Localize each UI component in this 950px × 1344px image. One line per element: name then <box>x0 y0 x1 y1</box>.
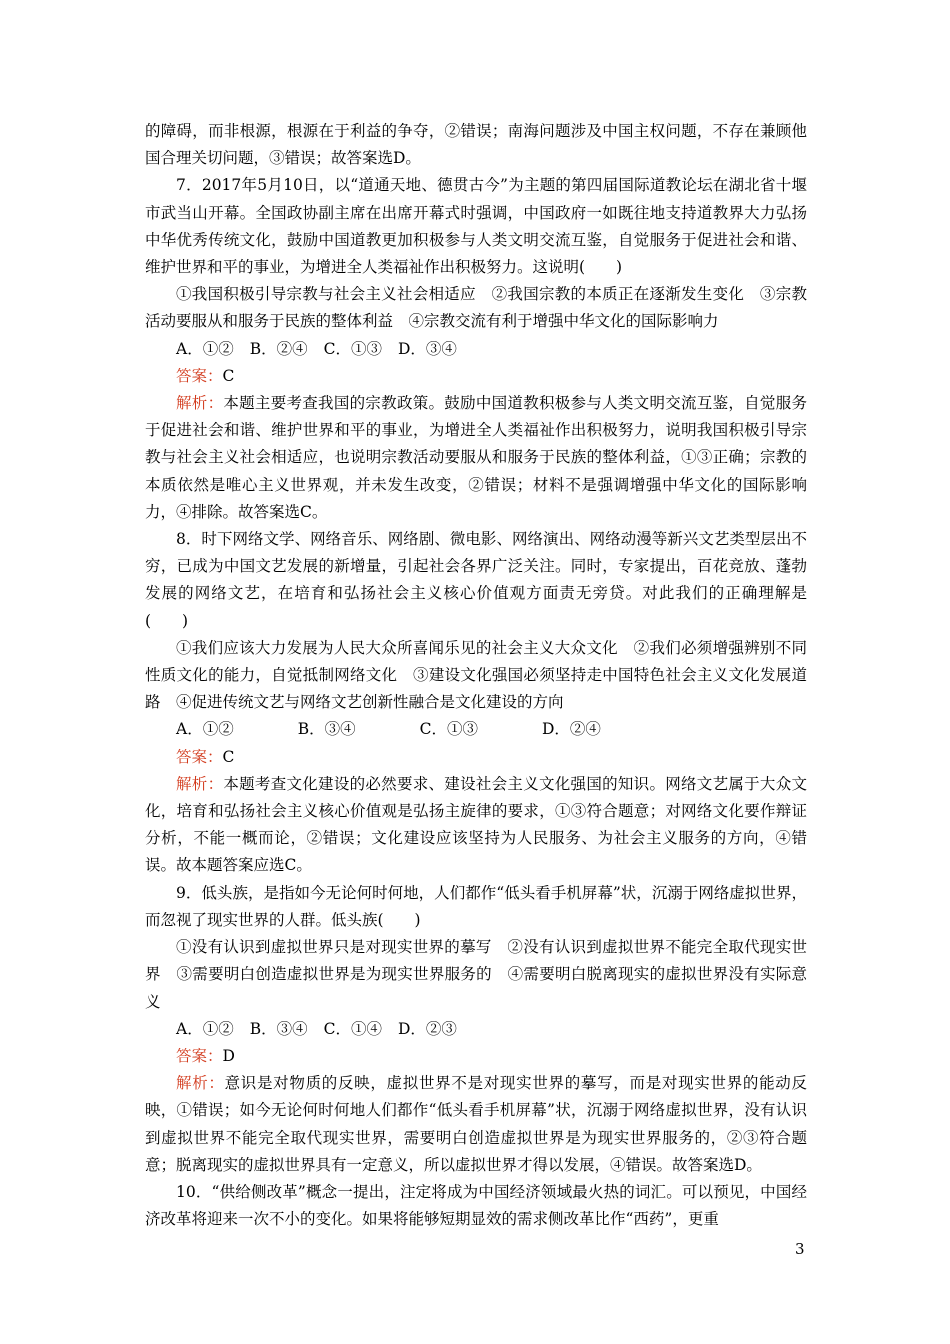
answer-line <box>145 1043 807 1070</box>
answer-options <box>145 1016 807 1043</box>
option-item: D．③④ <box>397 339 457 358</box>
answer-label: 解析： <box>176 774 224 793</box>
option-item: C．①③ <box>323 339 382 358</box>
explanation-paragraph <box>145 1070 807 1179</box>
paragraph: ①我国积极引导宗教与社会主义社会相适应 ②我国宗教的本质正在逐渐发生变化 ③宗教活动要服从和服务于民族的整体利益 ④宗教交流有利于增强中华文化的国际影响力 <box>145 285 807 331</box>
option-item: A．①② <box>176 720 234 739</box>
answer-text: C <box>222 747 235 766</box>
answer-text: 本题主要考查我国的宗教政策。鼓励中国道教积极参与人类文明交流互鉴，自觉服务于促进社会和谐、维护世界和平的事业，为增进全人类福祉作出积极努力，说明我国积极引导宗教与社会主义社会相适应，也说明宗教活动要服从和服务于民族的整体利益，①③正确；宗教的本质依然是唯心主义世界观，并未发生改变，②错误；材料不是强调增强中华文化的国际影响力，④排除。故答案选C。 <box>145 394 807 521</box>
page-number: 3 <box>795 1240 805 1258</box>
answer-text: D <box>222 1046 235 1065</box>
answer-label: 解析： <box>176 1074 225 1093</box>
paragraph: ①我们应该大力发展为人民大众所喜闻乐见的社会主义大众文化 ②我们必须增强辨别不同性质文化的能力，自觉抵制网络文化 ③建设文化强国必须坚持走中国特色社会主义文化发展道路 ④促进传统文艺与网络文艺创新性融合是文化建设的方向 <box>145 638 807 712</box>
answer-text: 意识是对物质的反映，虚拟世界不是对现实世界的摹写，而是对现实世界的能动反映，①错误；如今无论何时何地人们都作“低头看手机屏幕”状，沉溺于网络虚拟世界，没有认识到虚拟世界不能完全取代现实世界，需要明白创造虚拟世界是为现实世界服务的，②③符合题意；脱离现实的虚拟世界具有一定意义，所以虚拟世界才得以发展，④错误。故答案选D。 <box>145 1074 807 1174</box>
paragraph: 10．“供给侧改革”概念一提出，注定将成为中国经济领域最火热的词汇。可以预见，中国经济改革将迎来一次不小的变化。如果将能够短期显效的需求侧改革比作“西药”，更重 <box>145 1182 807 1229</box>
answer-options <box>145 716 807 743</box>
answer-label: 解析： <box>176 394 224 413</box>
option-item: C．①③ <box>419 720 478 739</box>
answer-label: 答案： <box>176 747 223 766</box>
option-item: B．③④ <box>297 720 356 739</box>
paragraph: 的障碍，而非根源，根源在于利益的争夺，②错误；南海问题涉及中国主权问题，不存在兼顾他国合理关切问题，③错误；故答案选D。 <box>145 122 807 168</box>
answer-options <box>145 336 807 363</box>
option-item: A．①② <box>176 339 234 358</box>
option-item: C．①④ <box>323 1019 382 1038</box>
explanation-paragraph <box>145 390 807 526</box>
option-item: B．③④ <box>249 1019 308 1038</box>
option-item: B．②④ <box>249 339 308 358</box>
paragraph: ①没有认识到虚拟世界只是对现实世界的摹写 ②没有认识到虚拟世界不能完全取代现实世界 ③需要明白创造虚拟世界是为现实世界服务的 ④需要明白脱离现实的虚拟世界没有实际意义 <box>145 938 807 1011</box>
answer-line <box>145 744 807 771</box>
paragraph: 8．时下网络文学、网络音乐、网络剧、微电影、网络演出、网络动漫等新兴文艺类型层出不穷，已成为中国文艺发展的新增量，引起社会各界广泛关注。同时，专家提出，百花竞放、蓬勃发展的网络文艺，在培育和弘扬社会主义核心价值观方面责无旁贷。对此我们的正确理解是( ) <box>145 530 807 630</box>
answer-line <box>145 363 807 390</box>
answer-label: 答案： <box>176 1046 223 1065</box>
explanation-paragraph <box>145 771 807 880</box>
answer-text: 本题考查文化建设的必然要求、建设社会主义文化强国的知识。网络文艺属于大众文化，培育和弘扬社会主义核心价值观是弘扬主旋律的要求，①③符合题意；对网络文化要作辩证分析，不能一概而论，②错误；文化建设应该坚持为人民服务、为社会主义服务的方向，④错误。故本题答案应选C。 <box>145 774 807 875</box>
option-item: D．②④ <box>541 720 601 739</box>
paragraph: 9．低头族，是指如今无论何时何地，人们都作“低头看手机屏幕”状，沉溺于网络虚拟世界，而忽视了现实世界的人群。低头族( ) <box>145 883 807 929</box>
answer-text: C <box>222 366 235 385</box>
option-item: D．②③ <box>397 1019 457 1038</box>
answer-label: 答案： <box>176 366 223 385</box>
option-item: A．①② <box>176 1019 234 1038</box>
paragraph: 7．2017年5月10日，以“道通天地、德贯古今”为主题的第四届国际道教论坛在湖北省十堰市武当山开幕。全国政协副主席在出席开幕式时强调，中国政府一如既往地支持道教界大力弘扬中华优秀传统文化，鼓励中国道教更加积极参与人类文明交流互鉴，自觉服务于促进社会和谐、维护世界和平的事业，为增进全人类福祉作出积极努力。这说明( ) <box>145 176 807 277</box>
page-body <box>145 118 807 1233</box>
